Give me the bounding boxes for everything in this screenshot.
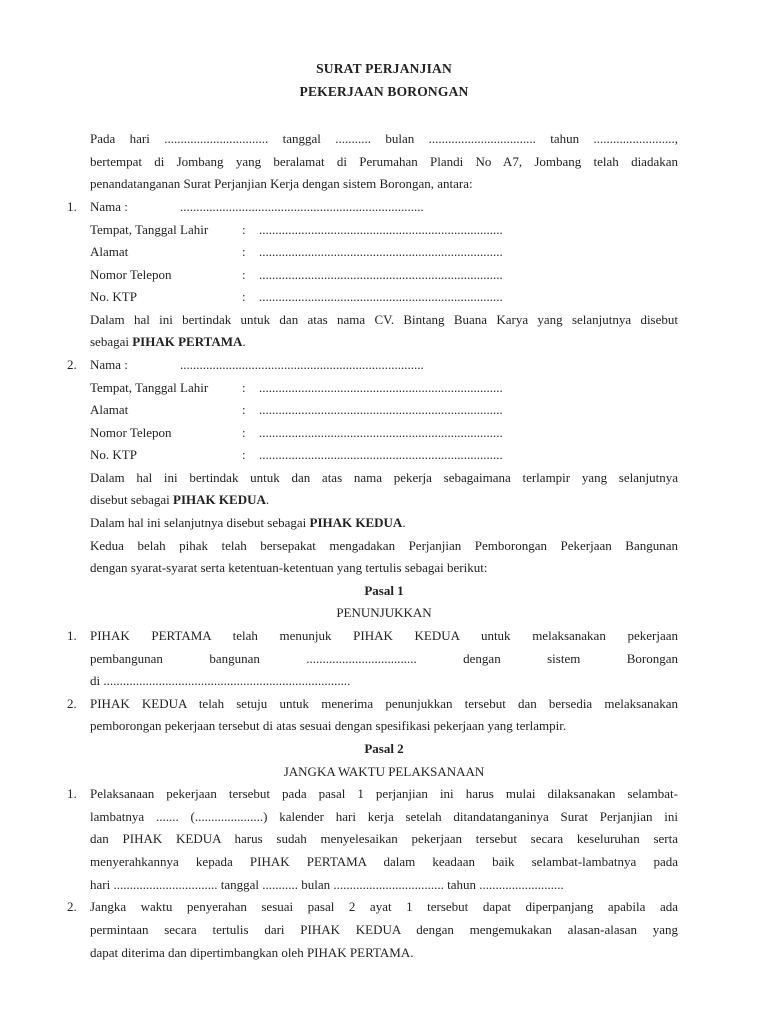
agreement-line-2: dengan syarat-syarat serta ketentuan-ketentuan yang tertulis sebagai berikut: — [90, 560, 488, 575]
pasal2-subtitle: JANGKA WAKTU PELAKSANAAN — [283, 764, 485, 779]
pasal2-item2-line-3: dapat diterima dan dipertimbangkan oleh PIHAK PERTAMA. — [90, 945, 414, 960]
party1-desc-text: sebagai — [90, 334, 133, 349]
pasal2-title: Pasal 2 — [364, 741, 404, 756]
pasal1-item1-line-3: di ............................................................................ — [90, 673, 351, 688]
party2-ktp-blank: ........................................................................... — [259, 447, 503, 462]
party1-alamat-colon: : — [242, 244, 246, 259]
document-title: SURAT PERJANJIAN — [316, 61, 452, 76]
party1-desc-line-1: Dalam hal ini bertindak untuk dan atas nama CV. Bintang Buana Karya yang selanjutnya disebut — [90, 312, 678, 327]
pasal2-item1-number: 1. — [67, 786, 77, 801]
party1-ttl-blank: ........................................................................... — [259, 222, 503, 237]
party2-ktp-label: No. KTP — [90, 447, 137, 462]
party2-alamat-blank: ........................................................................... — [259, 402, 503, 417]
party1-ttl-label: Tempat, Tanggal Lahir — [90, 222, 209, 237]
party1-telepon-label: Nomor Telepon — [90, 267, 172, 282]
party1-telepon-colon: : — [242, 267, 246, 282]
party2-desc-line-2 — [90, 491, 269, 509]
pasal2-item1-line-4: menyerahkannya kepada PIHAK PERTAMA dalam keadaan baik selambat-lambatnya pada — [90, 854, 678, 869]
party1-ttl-colon: : — [242, 222, 246, 237]
pasal1-item1-number: 1. — [67, 628, 77, 643]
pasal2-item1-line-3: dan PIHAK KEDUA harus sudah menyelesaikan pekerjaan tersebut secara keseluruhan serta — [90, 831, 678, 846]
pasal2-item1-line-1: Pelaksanaan pekerjaan tersebut pada pasal 1 perjanjian ini harus mulai dilaksanakan selambat- — [90, 786, 678, 801]
party2-desc-text: disebut sebagai — [90, 492, 174, 507]
party1-alamat-blank: ........................................................................... — [259, 244, 503, 259]
party2-ktp-colon: : — [242, 447, 246, 462]
party1-alamat-label: Alamat — [90, 244, 129, 259]
party2-desc-line-3 — [90, 514, 406, 532]
pasal2-item2-line-2: permintaan secara tertulis dari PIHAK KEDUA dengan mengemukakan alasan-alasan yang — [90, 922, 678, 937]
party2-number: 2. — [67, 357, 77, 372]
party1-telepon-blank: ........................................................................... — [259, 267, 503, 282]
party1-desc-line-2 — [90, 333, 246, 351]
party2-desc-line-1: Dalam hal ini bertindak untuk dan atas nama pekerja sebagaimana terlampir yang selanjutnya — [90, 470, 678, 485]
party1-ktp-label: No. KTP — [90, 289, 137, 304]
pasal1-item1-line-2: pembangunan bangunan .................................. dengan sistem Borongan — [90, 651, 678, 666]
party2-nama-blank: ........................................................................... — [180, 357, 424, 372]
pihak-kedua-label-2: PIHAK KEDUA — [309, 515, 403, 530]
party1-desc-period: . — [242, 334, 246, 349]
party2-desc-period: . — [265, 492, 270, 507]
pasal2-item2-line-1: Jangka waktu penyerahan sesuai pasal 2 ayat 1 tersebut dapat diperpanjang apabila ada — [90, 899, 678, 914]
intro-line-2: bertempat di Jombang yang beralamat di Perumahan Plandi No A7, Jombang telah diadakan — [90, 154, 678, 169]
party2-ttl-label: Tempat, Tanggal Lahir — [90, 380, 209, 395]
party1-nama-label: Nama : — [90, 199, 128, 214]
party1-ktp-blank: ........................................................................... — [259, 289, 503, 304]
intro-line-3: penandatanganan Surat Perjanjian Kerja dengan sistem Borongan, antara: — [90, 176, 473, 191]
pasal1-title: Pasal 1 — [364, 583, 404, 598]
party2-telepon-label: Nomor Telepon — [90, 425, 172, 440]
party1-nama-blank: ........................................................................... — [180, 199, 424, 214]
party2-alamat-label: Alamat — [90, 402, 129, 417]
party2-desc3-period: . — [402, 515, 406, 530]
party2-telepon-blank: ........................................................................... — [259, 425, 503, 440]
pasal1-item2-line-1: PIHAK KEDUA telah setuju untuk menerima penunjukkan tersebut dan bersedia melaksanakan — [90, 696, 678, 711]
pasal1-item2-line-2: pemborongan pekerjaan tersebut di atas sesuai dengan spesifikasi pekerjaan yang terlampir. — [90, 718, 567, 733]
party2-ttl-colon: : — [242, 380, 246, 395]
pasal2-item2-number: 2. — [67, 899, 77, 914]
pasal2-item1-line-5: hari ................................ tanggal ........... bulan .................................. tahun .......................... — [90, 877, 564, 892]
pihak-pertama-label: PIHAK PERTAMA — [132, 334, 243, 349]
pasal1-subtitle: PENUNJUKKAN — [336, 605, 432, 620]
pasal2-item1-line-2: lambatnya ....... (.....................) kalender hari kerja setelah ditandatanganinya Surat Perjanjian ini — [90, 809, 678, 824]
pihak-kedua-label: PIHAK KEDUA — [173, 492, 266, 507]
party1-ktp-colon: : — [242, 289, 246, 304]
party2-nama-label: Nama : — [90, 357, 128, 372]
intro-line-1: Pada hari ................................ tanggal ........... bulan ................................. tahun ........................., — [90, 131, 678, 146]
party2-desc3-text: Dalam hal ini selanjutnya disebut sebagai — [90, 515, 310, 530]
party2-telepon-colon: : — [242, 425, 246, 440]
pasal1-item1-line-1: PIHAK PERTAMA telah menunjuk PIHAK KEDUA untuk melaksanakan pekerjaan — [90, 628, 678, 643]
pasal1-item2-number: 2. — [67, 696, 77, 711]
party1-number: 1. — [67, 199, 77, 214]
agreement-line-1: Kedua belah pihak telah bersepakat mengadakan Perjanjian Pemborongan Pekerjaan Bangunan — [90, 538, 678, 553]
document-subtitle: PEKERJAAN BORONGAN — [299, 84, 469, 99]
party2-alamat-colon: : — [242, 402, 246, 417]
party2-ttl-blank: ........................................................................... — [259, 380, 503, 395]
